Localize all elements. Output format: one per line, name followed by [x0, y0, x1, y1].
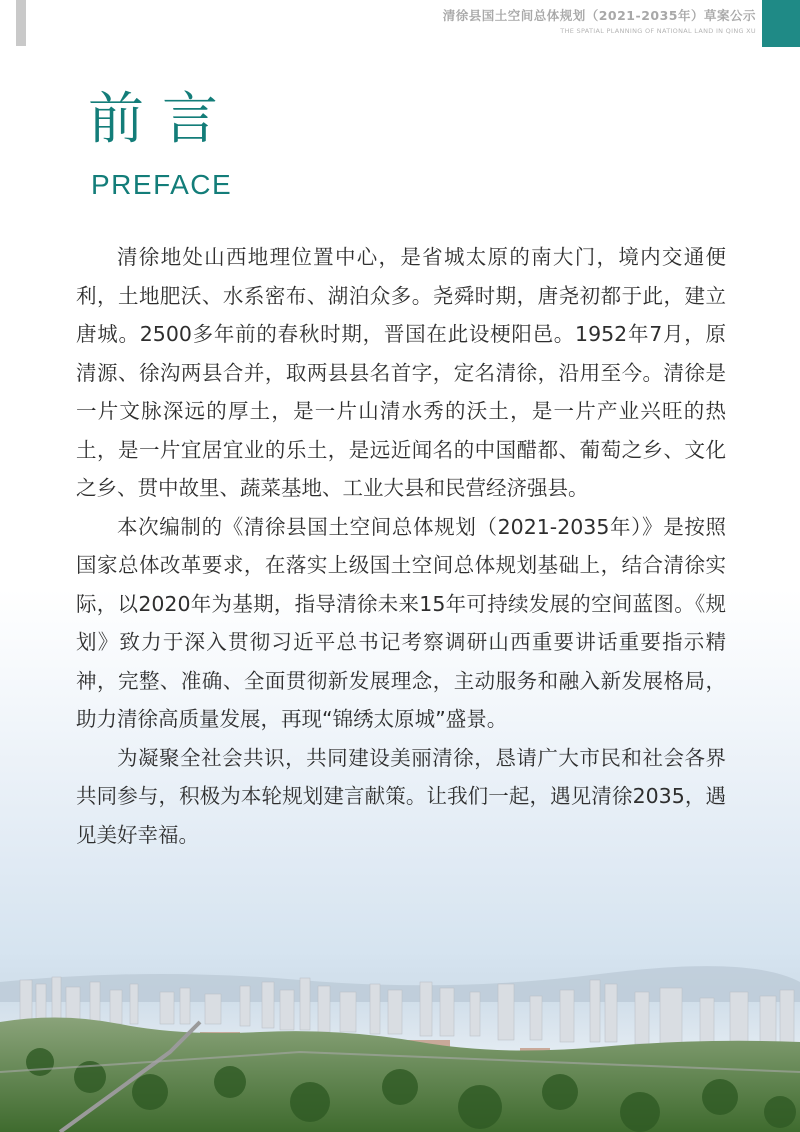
preface-body: [76, 238, 726, 854]
document-header-title: 清徐县国土空间总体规划（2021-2035年）草案公示: [442, 8, 756, 23]
corner-accent-tab: [762, 0, 800, 47]
city-skyline-image: [0, 962, 800, 1132]
page-title-english: PREFACE: [91, 169, 233, 200]
paragraph-3: 为凝聚全社会共识，共同建设美丽清徐，恳请广大市民和社会各界共同参与，积极为本轮规划建言献策。让我们一起，遇见清徐2035，遇见美好幸福。: [76, 745, 726, 847]
left-margin-bar: [16, 0, 26, 46]
paragraph-1: 清徐地处山西地理位置中心，是省城太原的南大门，境内交通便利，土地肥沃、水系密布、湖泊众多。尧舜时期，唐尧初都于此，建立唐城。2500多年前的春秋时期，晋国在此设梗阳邑。1952年7月，原清源、徐沟两县合并，取两县县名首字，定名清徐，沿用至今。清徐是一片文脉深远的厚土，是一片山清水秀的沃土，是一片产业兴旺的热土，是一片宜居宜业的乐土，是远近闻名的中国醋都、葡萄之乡、文化之乡、贯中故里、蔬菜基地、工业大县和民营经济强县。: [76, 245, 726, 500]
page-title: 前言: [88, 87, 236, 152]
document-header-subtitle: THE SPATIAL PLANNING OF NATIONAL LAND IN QING XU: [560, 27, 756, 35]
paragraph-2: 本次编制的《清徐县国土空间总体规划（2021-2035年）》是按照国家总体改革要求，在落实上级国土空间总体规划基础上，结合清徐实际，以2020年为基期，指导清徐未来15年可持续发展的空间蓝图。《规划》致力于深入贯彻习近平总书记考察调研山西重要讲话重要指示精神，完整、准确、全面贯彻新发展理念，主动服务和融入新发展格局，助力清徐高质量发展，再现“锦绣太原城”盛景。: [76, 514, 726, 731]
